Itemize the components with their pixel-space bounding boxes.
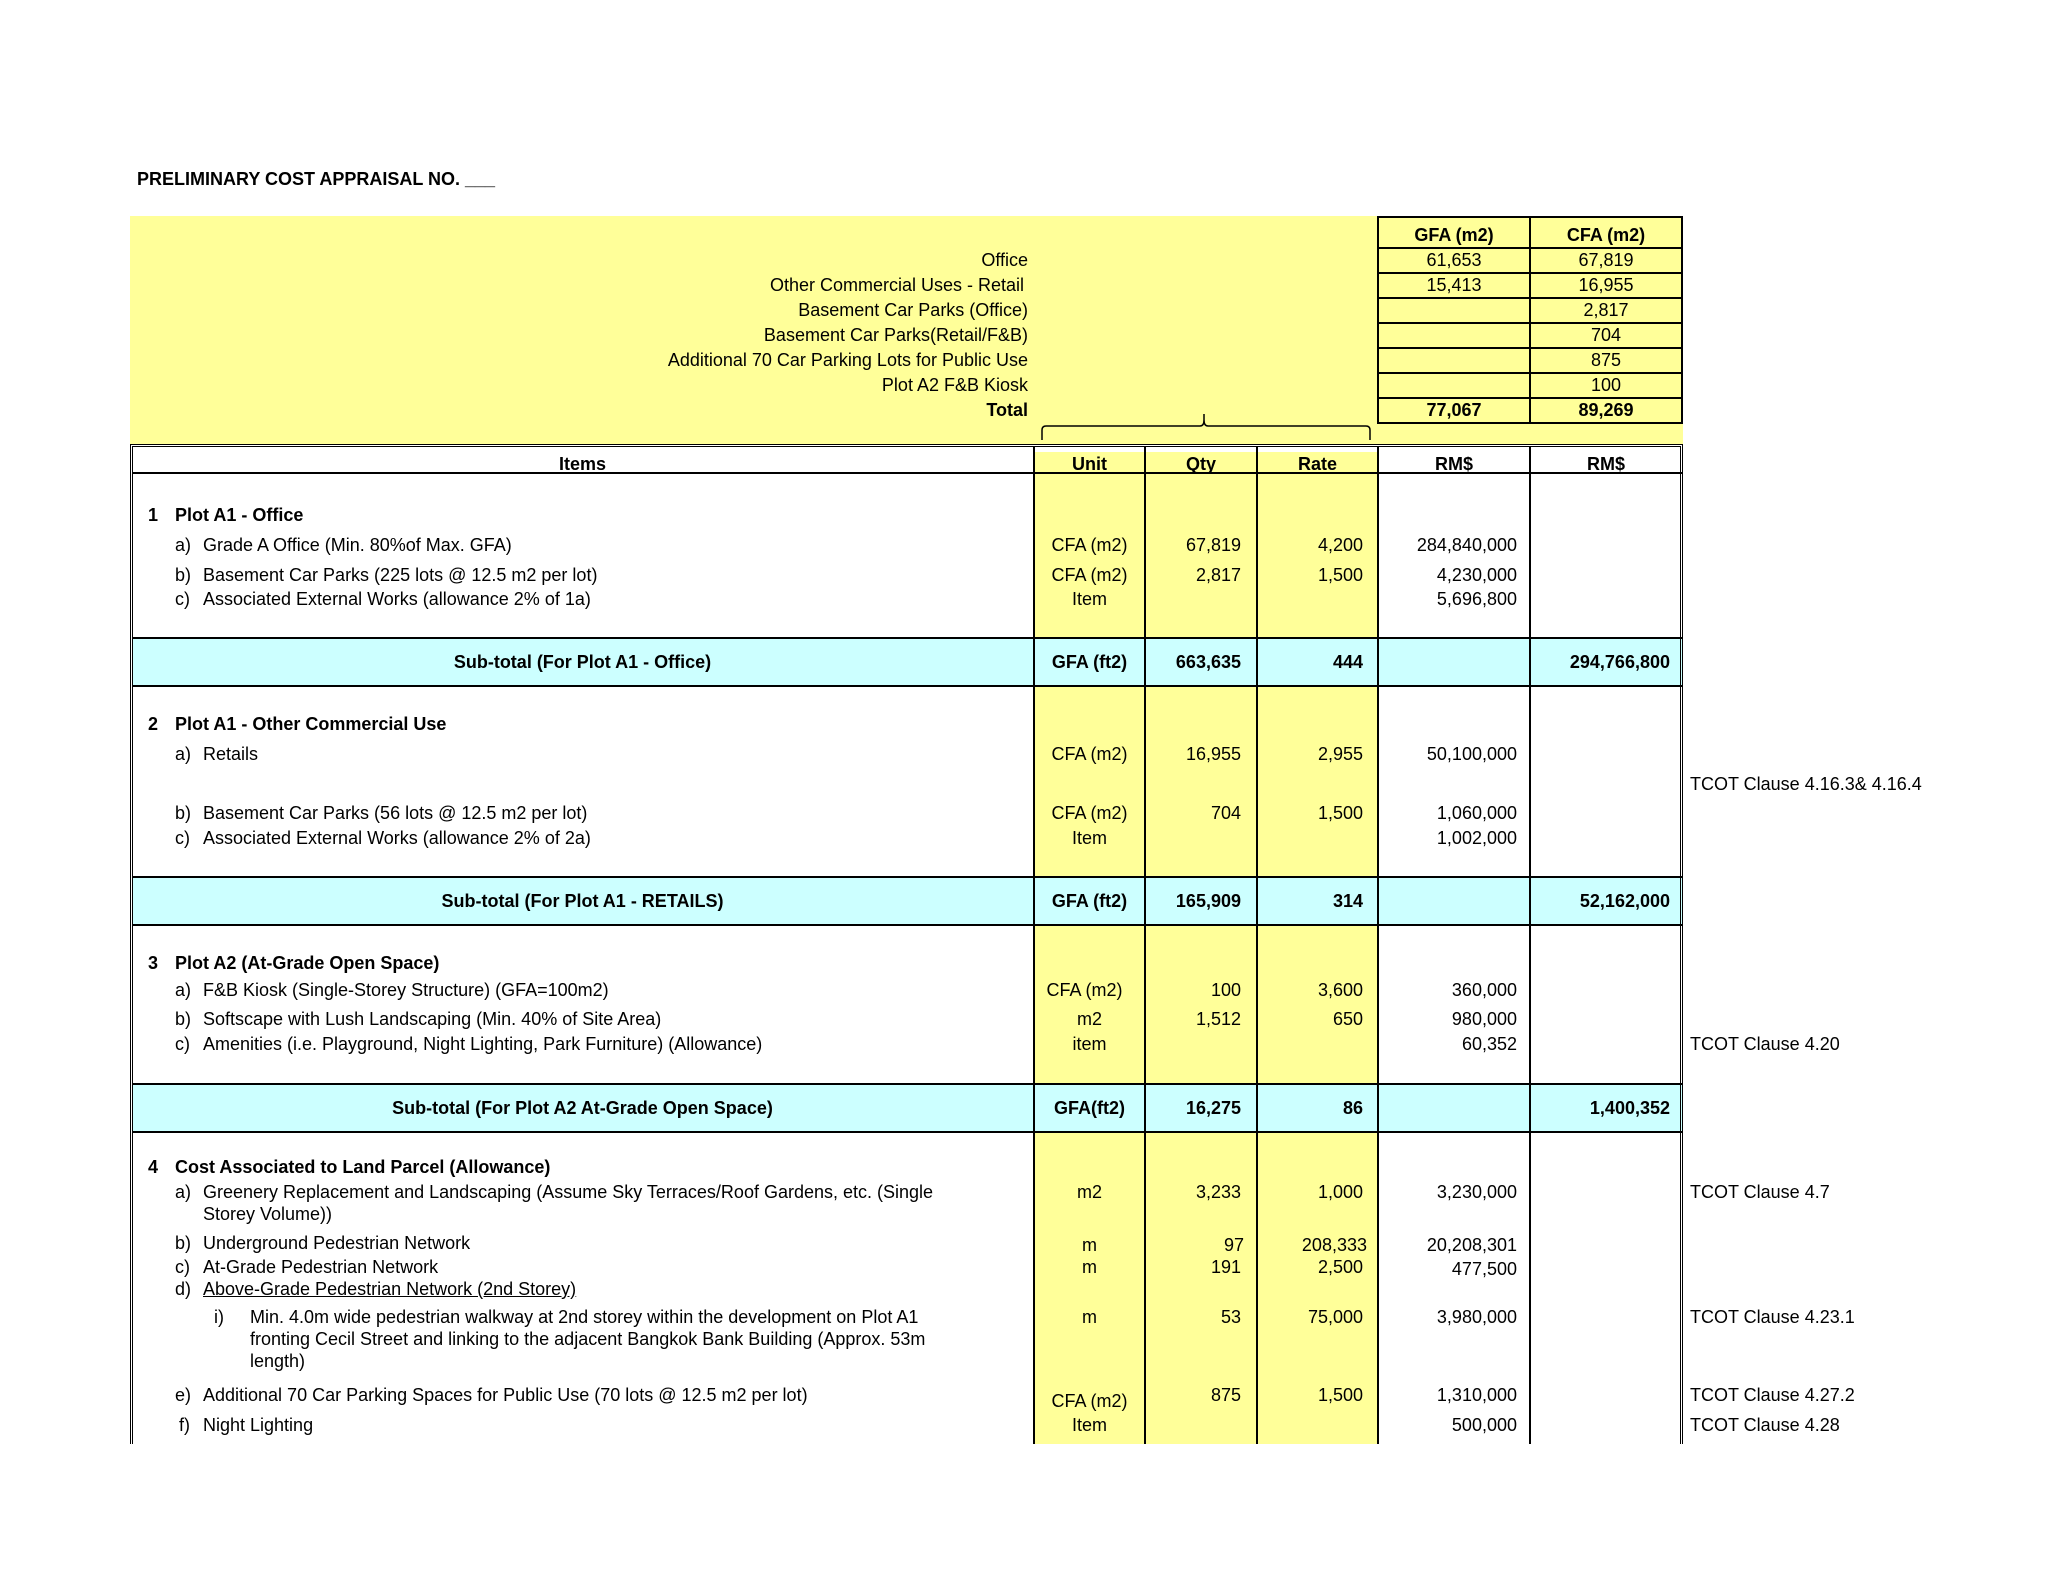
subtotal-unit: GFA (ft2) [1051,652,1128,672]
subtotal-qty: 663,635 [1175,652,1241,672]
item-letter: b) [175,1233,192,1253]
subtotal-unit: GFA (ft2) [1051,891,1128,911]
item-unit: CFA (m2) [1046,980,1123,1000]
subtotal-rate: 314 [1332,891,1363,911]
item-unit: item [1072,1034,1107,1054]
summary-header-gfa: GFA (m2) [1414,225,1494,245]
item-desc-line3: length) [250,1351,306,1371]
item-amount: 360,000 [1451,980,1517,1000]
item-unit: Item [1071,828,1107,848]
col-header-unit: Unit [1072,454,1107,474]
section-number: 4 [148,1157,159,1177]
subtotal-total: 294,766,800 [1569,652,1670,672]
item-unit: CFA (m2) [1051,744,1128,764]
item-unit: m [1082,1235,1097,1255]
item-qty: 704 [1210,803,1241,823]
item-desc: F&B Kiosk (Single-Storey Structure) (GFA=100m2) [203,980,609,1000]
summary-cfa-5: 100 [1590,375,1622,395]
item-rate: 2,500 [1317,1257,1363,1277]
item-letter: a) [175,980,192,1000]
item-amount: 477,500 [1451,1259,1517,1279]
section-title: Plot A1 - Other Commercial Use [175,714,447,734]
item-desc-line1: Min. 4.0m wide pedestrian walkway at 2nd storey within the development on Plot A1 [250,1307,919,1327]
item-rate: 1,500 [1317,565,1363,585]
item-desc-line2: Storey Volume)) [203,1204,333,1224]
summary-total-cfa: 89,269 [1578,400,1634,420]
item-desc: Additional 70 Car Parking Spaces for Public Use (70 lots @ 12.5 m2 per lot) [203,1385,808,1405]
summary-cfa-2: 2,817 [1583,300,1629,320]
col-header-subtotal: RM$ [1586,454,1625,474]
item-desc: Basement Car Parks (56 lots @ 12.5 m2 per lot) [203,803,588,823]
section-title: Cost Associated to Land Parcel (Allowance) [175,1157,551,1177]
item-desc: Night Lighting [203,1415,314,1435]
summary-label-retail: Other Commercial Uses - Retail [769,275,1024,295]
tcot-note: TCOT Clause 4.16.3& 4.16.4 [1690,774,1922,794]
col-header-amount: RM$ [1434,454,1473,474]
col-header-qty: Qty [1185,454,1216,474]
subtotal-qty: 165,909 [1175,891,1241,911]
item-qty: 53 [1220,1307,1241,1327]
item-desc: At-Grade Pedestrian Network [203,1257,439,1277]
item-qty: 1,512 [1195,1009,1241,1029]
item-letter: a) [175,1182,192,1202]
section-number: 3 [148,953,159,973]
item-amount: 284,840,000 [1416,535,1517,555]
item-letter: a) [175,744,192,764]
item-amount: 980,000 [1451,1009,1517,1029]
item-rate: 1,000 [1317,1182,1363,1202]
item-desc: Basement Car Parks (225 lots @ 12.5 m2 per lot) [203,565,598,585]
item-rate: 1,500 [1317,803,1363,823]
item-letter: a) [175,535,192,555]
item-qty: 875 [1210,1385,1241,1405]
item-unit: m2 [1076,1182,1102,1202]
item-letter: b) [175,803,192,823]
summary-cfa-1: 16,955 [1578,275,1634,295]
item-letter: b) [175,565,192,585]
item-letter: f) [179,1415,190,1435]
summary-gfa-1: 15,413 [1426,275,1482,295]
item-rate: 2,955 [1317,744,1363,764]
tcot-note: TCOT Clause 4.23.1 [1690,1307,1855,1327]
summary-gfa-0: 61,653 [1426,250,1482,270]
subtotal-unit: GFA(ft2) [1054,1098,1125,1118]
item-qty: 191 [1210,1257,1241,1277]
subtotal-label: Sub-total (For Plot A1 - RETAILS) [441,891,724,911]
tcot-note: TCOT Clause 4.27.2 [1690,1385,1855,1405]
item-amount: 1,002,000 [1436,828,1517,848]
item-qty: 16,955 [1185,744,1241,764]
col-header-items: Items [558,454,607,474]
tcot-note: TCOT Clause 4.7 [1690,1182,1830,1202]
item-rate: 75,000 [1307,1307,1363,1327]
subtotal-qty: 16,275 [1185,1098,1241,1118]
item-rate: 208,333 [1301,1235,1367,1255]
item-letter: d) [175,1279,192,1299]
item-unit: Item [1071,589,1107,609]
subtotal-rate: 444 [1332,652,1363,672]
item-unit: m [1082,1307,1097,1327]
col-header-rate: Rate [1297,454,1337,474]
item-rate: 4,200 [1317,535,1363,555]
subtotal-total: 1,400,352 [1589,1098,1670,1118]
item-desc-line2: fronting Cecil Street and linking to the adjacent Bangkok Bank Building (Approx. 53m [250,1329,926,1349]
page-title: PRELIMINARY COST APPRAISAL NO. ___ [137,169,496,189]
summary-label-total: Total [986,400,1028,420]
item-letter: i) [214,1307,224,1327]
item-amount: 500,000 [1451,1415,1517,1435]
subtotal-rate: 86 [1342,1098,1363,1118]
summary-header-cfa: CFA (m2) [1566,225,1646,245]
item-qty: 67,819 [1185,535,1241,555]
item-desc: Softscape with Lush Landscaping (Min. 40% of Site Area) [203,1009,662,1029]
subtotal-label: Sub-total (For Plot A2 At-Grade Open Space) [392,1098,773,1118]
item-amount: 60,352 [1461,1034,1517,1054]
item-desc: Retails [203,744,259,764]
summary-total-gfa: 77,067 [1426,400,1482,420]
item-unit: CFA (m2) [1051,1391,1128,1411]
item-letter: c) [175,589,190,609]
section-number: 1 [148,505,159,525]
section-title: Plot A2 (At-Grade Open Space) [175,953,440,973]
tcot-note: TCOT Clause 4.28 [1690,1415,1840,1435]
item-letter: c) [175,1257,190,1277]
item-desc-line1: Greenery Replacement and Landscaping (Assume Sky Terraces/Roof Gardens, etc. (Single [203,1182,934,1202]
summary-label-basement-office: Basement Car Parks (Office) [798,300,1028,320]
subtotal-label: Sub-total (For Plot A1 - Office) [453,652,712,672]
item-letter: c) [175,828,190,848]
item-unit: m [1082,1257,1097,1277]
section-number: 2 [148,714,159,734]
summary-label-public-parking: Additional 70 Car Parking Lots for Public Use [667,350,1028,370]
item-unit: CFA (m2) [1051,535,1128,555]
item-rate: 650 [1332,1009,1363,1029]
item-amount: 1,310,000 [1436,1385,1517,1405]
item-unit: CFA (m2) [1051,565,1128,585]
item-desc: Amenities (i.e. Playground, Night Lighting, Park Furniture) (Allowance) [203,1034,763,1054]
item-qty: 100 [1210,980,1241,1000]
summary-label-kiosk: Plot A2 F&B Kiosk [881,375,1028,395]
item-amount: 20,208,301 [1426,1235,1517,1255]
summary-cfa-4: 875 [1590,350,1622,370]
item-desc: Above-Grade Pedestrian Network (2nd Storey) [203,1279,577,1299]
tcot-note: TCOT Clause 4.20 [1690,1034,1840,1054]
item-letter: b) [175,1009,192,1029]
item-letter: c) [175,1034,190,1054]
item-qty: 2,817 [1195,565,1241,585]
item-qty: 3,233 [1195,1182,1241,1202]
item-amount: 3,230,000 [1436,1182,1517,1202]
item-unit: Item [1071,1415,1107,1435]
summary-cfa-0: 67,819 [1578,250,1634,270]
item-unit: m2 [1076,1009,1102,1029]
item-letter: e) [175,1385,192,1405]
item-rate: 1,500 [1317,1385,1363,1405]
section-title: Plot A1 - Office [175,505,304,525]
item-desc: Associated External Works (allowance 2% of 1a) [203,589,591,609]
item-desc: Grade A Office (Min. 80%of Max. GFA) [203,535,512,555]
column-bracket [1040,410,1372,442]
item-amount: 5,696,800 [1436,589,1517,609]
item-amount: 4,230,000 [1436,565,1517,585]
item-qty: 97 [1223,1235,1244,1255]
item-desc: Underground Pedestrian Network [203,1233,471,1253]
summary-label-basement-retail: Basement Car Parks(Retail/F&B) [763,325,1028,345]
item-amount: 3,980,000 [1436,1307,1517,1327]
item-desc: Associated External Works (allowance 2% of 2a) [203,828,591,848]
summary-label-office: Office [981,250,1028,270]
item-unit: CFA (m2) [1051,803,1128,823]
item-amount: 50,100,000 [1426,744,1517,764]
item-amount: 1,060,000 [1436,803,1517,823]
summary-cfa-3: 704 [1590,325,1622,345]
item-rate: 3,600 [1317,980,1363,1000]
subtotal-total: 52,162,000 [1579,891,1670,911]
